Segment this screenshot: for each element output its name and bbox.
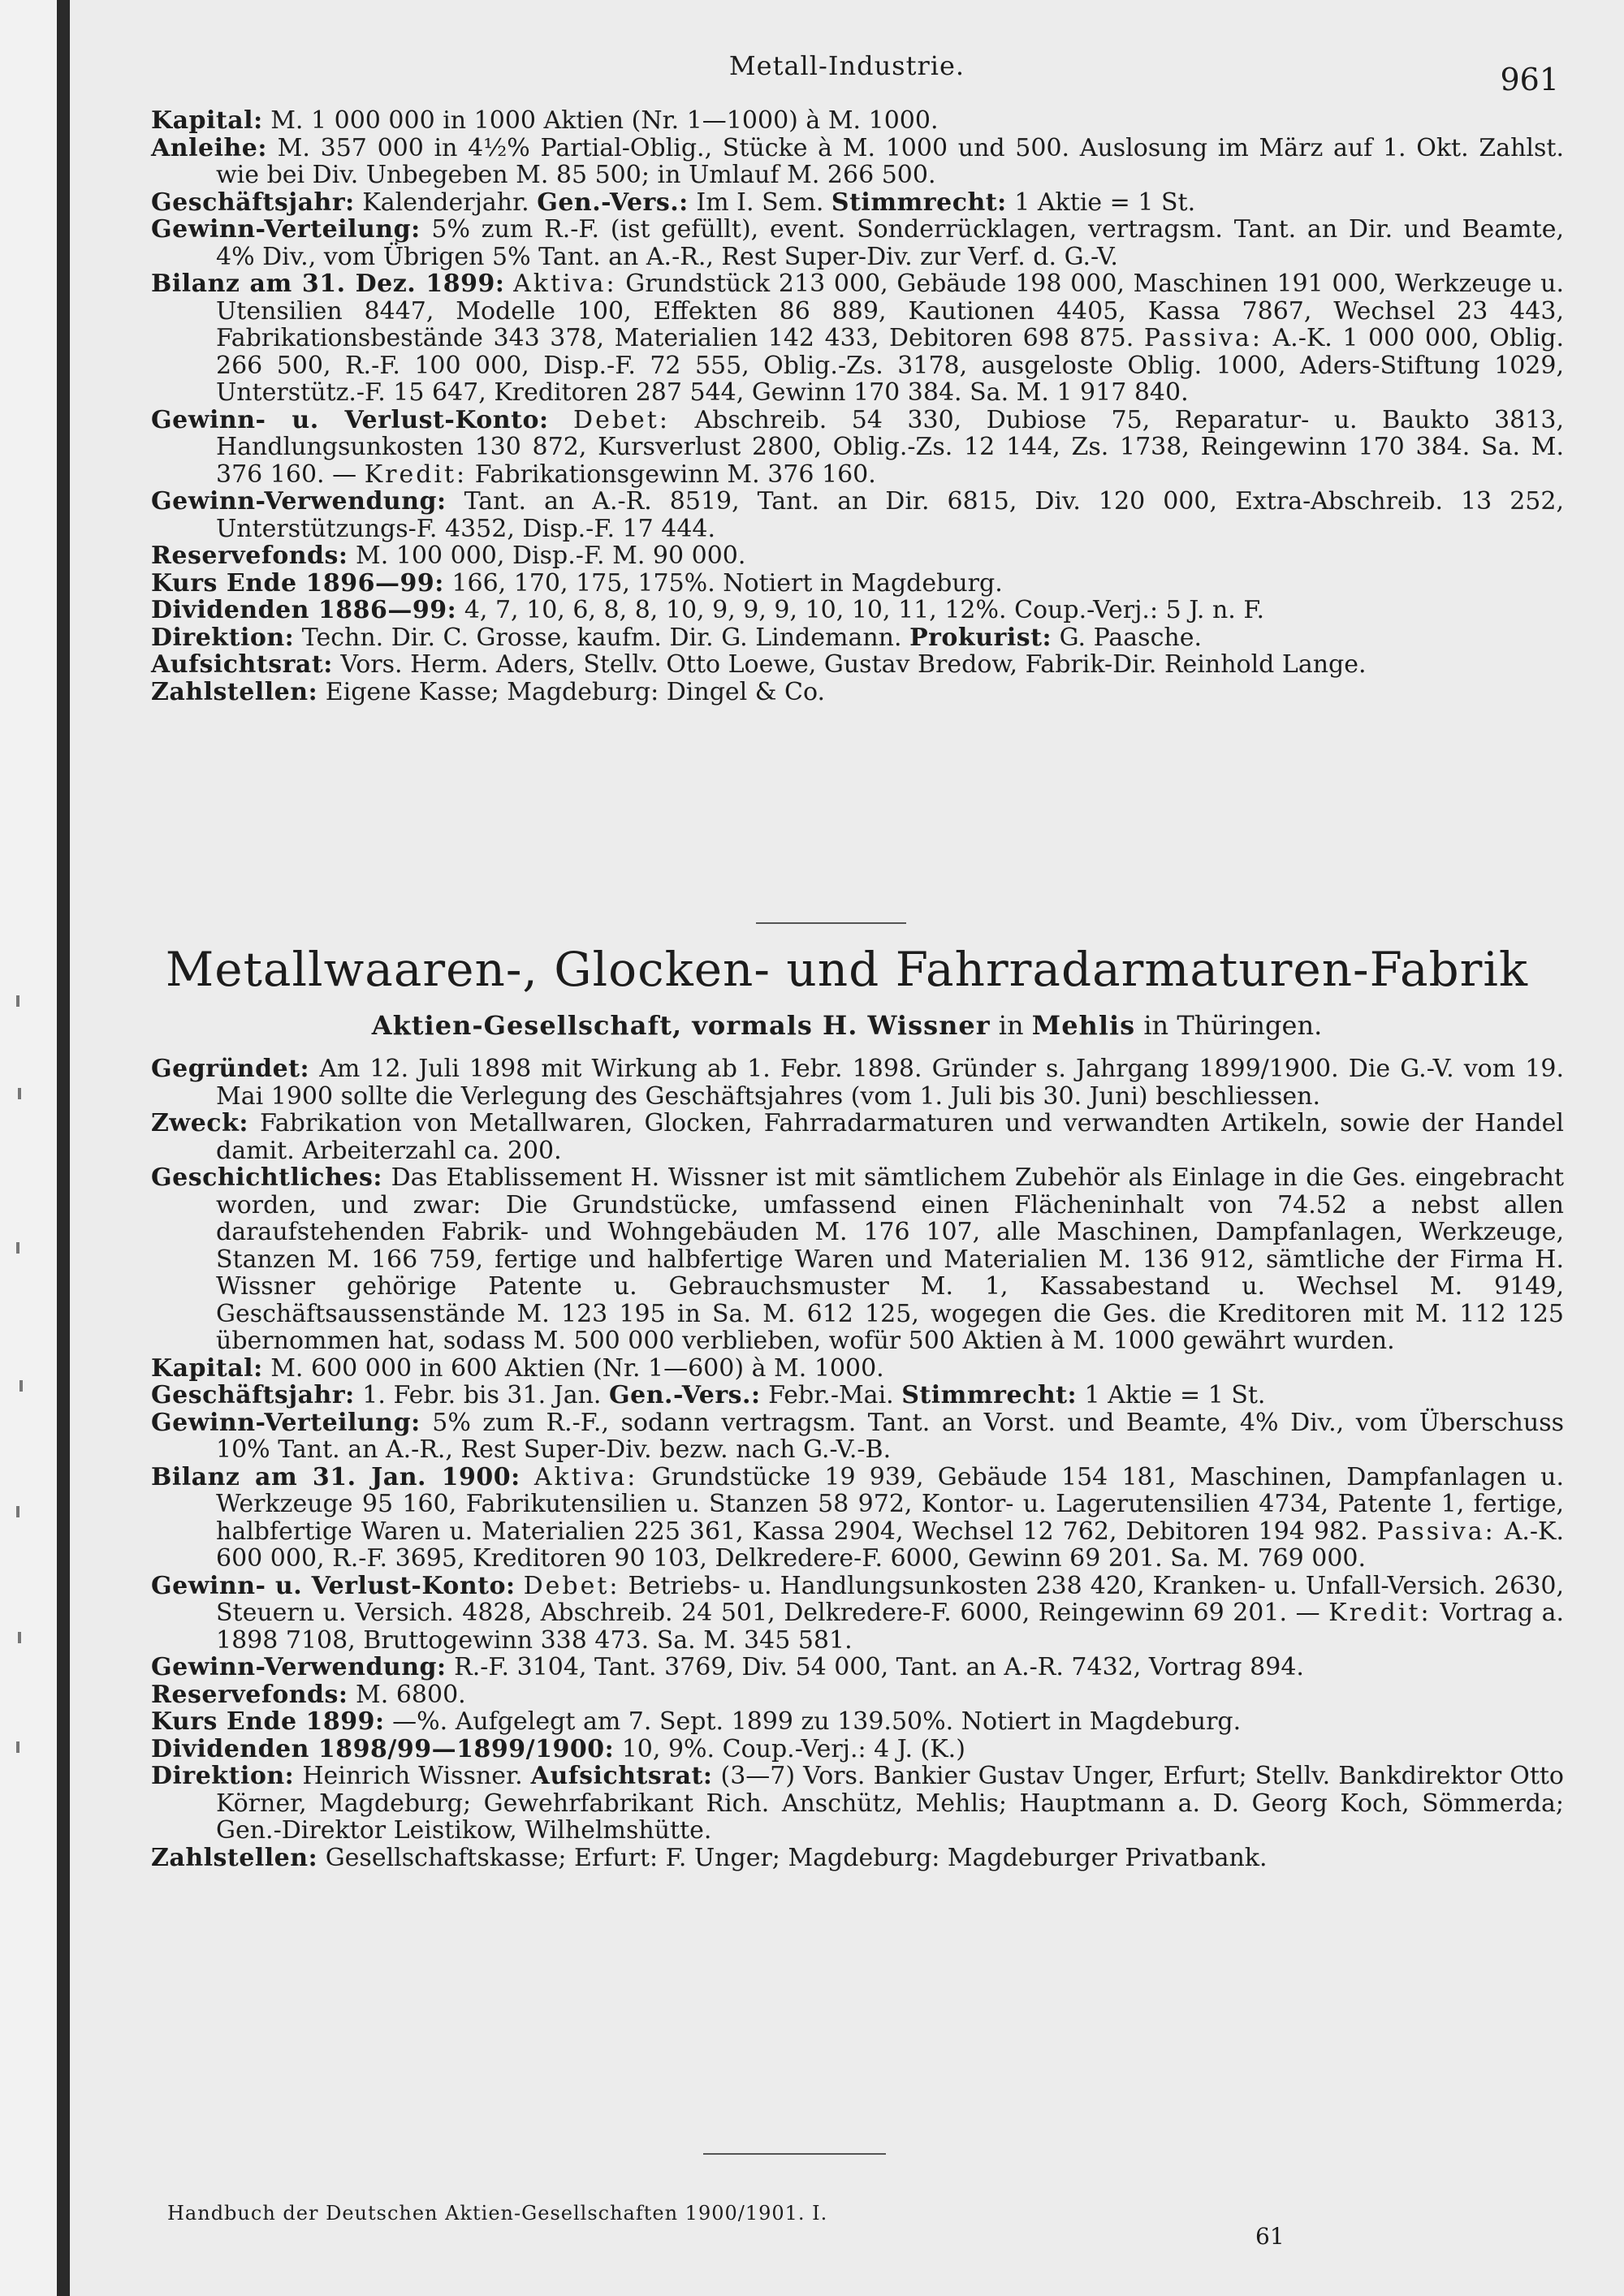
entry-gewinn-verwendung: Gewinn-Verwendung: R.-F. 3104, Tant. 3769, Div. 54 000, Tant. an A.-R. 7432, Vortrag 894.: [151, 1653, 1304, 1681]
entry-direktion: Direktion: Heinrich Wissner. Aufsichtsrat: (3—7) Vors. Bankier Gustav Unger, Erfurt; Stellv. Bankdirektor Otto Körner, Magdeburg; Gewehrfabrikant Rich. Anschütz, Mehlis; Hauptmann a. D. Georg Koch, Sömmerda; Gen.-Direktor Leistikow, Wilhelmshütte.: [151, 1762, 1564, 1845]
margin-mark: [18, 1088, 21, 1099]
running-header: Metall-Industrie.: [728, 50, 965, 81]
entry-zahlstellen: Zahlstellen: Gesellschaftskasse; Erfurt: F. Unger; Magdeburg: Magdeburger Privatbank.: [151, 1843, 1268, 1872]
entry-dividenden: Dividenden 1898/99—1899/1900: 10, 9%. Coup.-Verj.: 4 J. (K.): [151, 1734, 965, 1763]
entry-gewinn-verteilung: Gewinn-Verteilung: 5% zum R.-F., sodann vertragsm. Tant. an Vorst. und Beamte, 4% Div., vom Überschuss 10% Tant. an A.-R., Rest Super-Div. bezw. nach G.-V.-B.: [151, 1408, 1564, 1464]
entry-kurs: Kurs Ende 1896—99: 166, 170, 175, 175%. Notiert in Magdeburg.: [151, 568, 1003, 598]
entry-zahlstellen: Zahlstellen: Eigene Kasse; Magdeburg: Dingel & Co.: [151, 677, 826, 706]
margin-mark: [16, 1242, 19, 1254]
entry-gewinn-verlust: Gewinn- u. Verlust-Konto: Debet: Abschreib. 54 330, Dubiose 75, Reparatur- u. Baukto 3813, Handlungsunkosten 130 872, Kursverlust 2800, Oblig.-Zs. 12 144, Zs. 1738, Reingewinn 170 384. Sa. M. 376 160. — Kredit: Fabrikationsgewinn M. 376 160.: [151, 405, 1564, 489]
section-divider: [756, 922, 906, 924]
entry-kurs: Kurs Ende 1899: —%. Aufgelegt am 7. Sept. 1899 zu 139.50%. Notiert in Magdeburg.: [151, 1707, 1242, 1736]
left-page-margin: [0, 0, 57, 2296]
margin-mark: [16, 1741, 19, 1753]
entry-geschaeftsjahr: Geschäftsjahr: Kalenderjahr. Gen.-Vers.: Im I. Sem. Stimmrecht: 1 Aktie = 1 St.: [151, 188, 1196, 217]
margin-mark: [16, 1506, 19, 1517]
entry-gewinn-verwendung: Gewinn-Verwendung: Tant. an A.-R. 8519, Tant. an Dir. 6815, Div. 120 000, Extra-Abschreib. 13 252, Unterstützungs-F. 4352, Disp.-F. 17 444.: [151, 487, 1564, 543]
margin-mark: [16, 995, 19, 1007]
book-binding-shadow: [57, 0, 70, 2296]
entry-aufsichtsrat: Aufsichtsrat: Vors. Herm. Aders, Stellv. Otto Loewe, Gustav Bredow, Fabrik-Dir. Reinhold Lange.: [151, 650, 1367, 679]
entry-direktion: Direktion: Techn. Dir. C. Grosse, kaufm. Dir. G. Lindemann. Prokurist: G. Paasche.: [151, 623, 1202, 652]
company1-section: [151, 107, 1564, 706]
margin-mark: [19, 1380, 23, 1392]
entry-reservefonds: Reservefonds: M. 100 000, Disp.-F. M. 90 000.: [151, 542, 746, 570]
entry-gegruendet: Gegründet: Am 12. Juli 1898 mit Wirkung ab 1. Febr. 1898. Gründer s. Jahrgang 1899/1900. Die G.-V. vom 19. Mai 1900 sollte die Verlegung des Geschäftsjahres (vom 1. Juli bis 30. Juni) beschliessen.: [151, 1055, 1564, 1111]
entry-geschichtliches: Geschichtliches: Das Etablissement H. Wissner ist mit sämtlichem Zubehör als Einlage in die Ges. eingebracht worden, und zwar: Die Grundstücke, umfassend einen Flächeninhalt von 74.52 a nebst allen daraufstehenden Fabrik- und Wohngebäuden M. 176 107, alle Maschinen, Dampfanlagen, Werkzeuge, Stanzen M. 166 759, fertige und halbfertige Waren und Materialien M. 136 912, sämtliche der Firma H. Wissner gehörige Patente u. Gebrauchsmuster M. 1, Kassabestand u. Wechsel M. 9149, Geschäftsaussenstände M. 123 195 in Sa. M. 612 125, wogegen die Ges. die Kreditoren mit M. 112 125 übernommen hat, sodass M. 500 000 verblieben, wofür 500 Aktien à M. 1000 gewährt wurden.: [151, 1163, 1564, 1355]
entry-kapital: Kapital: M. 600 000 in 600 Aktien (Nr. 1—600) à M. 1000.: [151, 1353, 884, 1383]
entry-gewinn-verlust: Gewinn- u. Verlust-Konto: Debet: Betriebs- u. Handlungsunkosten 238 420, Kranken- u. Unfall-Versich. 2630, Steuern u. Versich. 4828, Abschreib. 24 501, Delkredere-F. 6000, Reingewinn 69 201. — Kredit: Vortrag a. 1898 7108, Bruttogewinn 338 473. Sa. M. 345 581.: [151, 1571, 1565, 1655]
company2-section: [151, 1055, 1564, 1871]
entry-zweck: Zweck: Fabrikation von Metallwaren, Glocken, Fahrradarmaturen und verwandten Artikeln, sowie der Handel damit. Arbeiterzahl ca. 200.: [151, 1109, 1564, 1165]
page-number: 961: [1500, 62, 1559, 97]
entry-dividenden: Dividenden 1886—99: 4, 7, 10, 6, 8, 8, 10, 9, 9, 9, 10, 10, 11, 12%. Coup.-Verj.: 5 J. n. F.: [151, 596, 1265, 624]
margin-mark: [18, 1632, 21, 1643]
entry-kapital: Kapital: M. 1 000 000 in 1000 Aktien (Nr. 1—1000) à M. 1000.: [151, 106, 939, 135]
entry-gewinn-verteilung: Gewinn-Verteilung: 5% zum R.-F. (ist gefüllt), event. Sonderrücklagen, vertragsm. Tant. an Dir. und Beamte, 4% Div., vom Übrigen 5% Tant. an A.-R., Rest Super-Div. zur Verf. d. G.-V.: [151, 215, 1564, 271]
entry-geschaeftsjahr: Geschäftsjahr: 1. Febr. bis 31. Jan. Gen.-Vers.: Febr.-Mai. Stimmrecht: 1 Aktie = 1 St.: [151, 1381, 1266, 1409]
entry-bilanz: Bilanz am 31. Jan. 1900: Aktiva: Grundstücke 19 939, Gebäude 154 181, Maschinen, Dampfanlagen u. Werkzeuge 95 160, Fabrikutensilien u. Stanzen 58 972, Kontor- u. Lagerutensilien 4734, Patente 1, fertige, halbfertige Waren u. Materialien 225 361, Kassa 2904, Wechsel 12 762, Debitoren 194 982. Passiva: A.-K. 600 000, R.-F. 3695, Kreditoren 90 103, Delkredere-F. 6000, Gewinn 69 201. Sa. M. 769 000.: [151, 1462, 1564, 1573]
entry-bilanz: Bilanz am 31. Dez. 1899: Aktiva: Grundstück 213 000, Gebäude 198 000, Maschinen 191 000, Werkzeuge u. Utensilien 8447, Modelle 100, Effekten 86 889, Kautionen 4405, Kassa 7867, Wechsel 23 443, Fabrikationsbestände 343 378, Materialien 142 433, Debitoren 698 875. Passiva: A.-K. 1 000 000, Oblig. 266 500, R.-F. 100 000, Disp.-F. 72 555, Oblig.-Zs. 3178, ausgeloste Oblig. 1000, Aders-Stiftung 1029, Unterstütz.-F. 15 647, Kreditoren 287 544, Gewinn 170 384. Sa. M. 1 917 840.: [151, 270, 1564, 407]
company-subtitle: Aktien-Gesellschaft, vormals H. Wissner in Mehlis in Thüringen.: [371, 1010, 1323, 1041]
company-title: Metallwaaren-, Glocken- und Fahrradarmaturen-Fabrik: [165, 942, 1529, 997]
footer-book-title: Handbuch der Deutschen Aktien-Gesellschaften 1900/1901. I.: [167, 2202, 828, 2225]
entry-anleihe: Anleihe: M. 357 000 in 4½% Partial-Oblig., Stücke à M. 1000 und 500. Auslosung im März auf 1. Okt. Zahlst. wie bei Div. Unbegeben M. 85 500; in Umlauf M. 266 500.: [151, 133, 1564, 189]
section-divider: [703, 2153, 886, 2155]
footer-signature: 61: [1255, 2223, 1285, 2250]
entry-reservefonds: Reservefonds: M. 6800.: [151, 1680, 466, 1709]
document-page: [70, 0, 1624, 2296]
